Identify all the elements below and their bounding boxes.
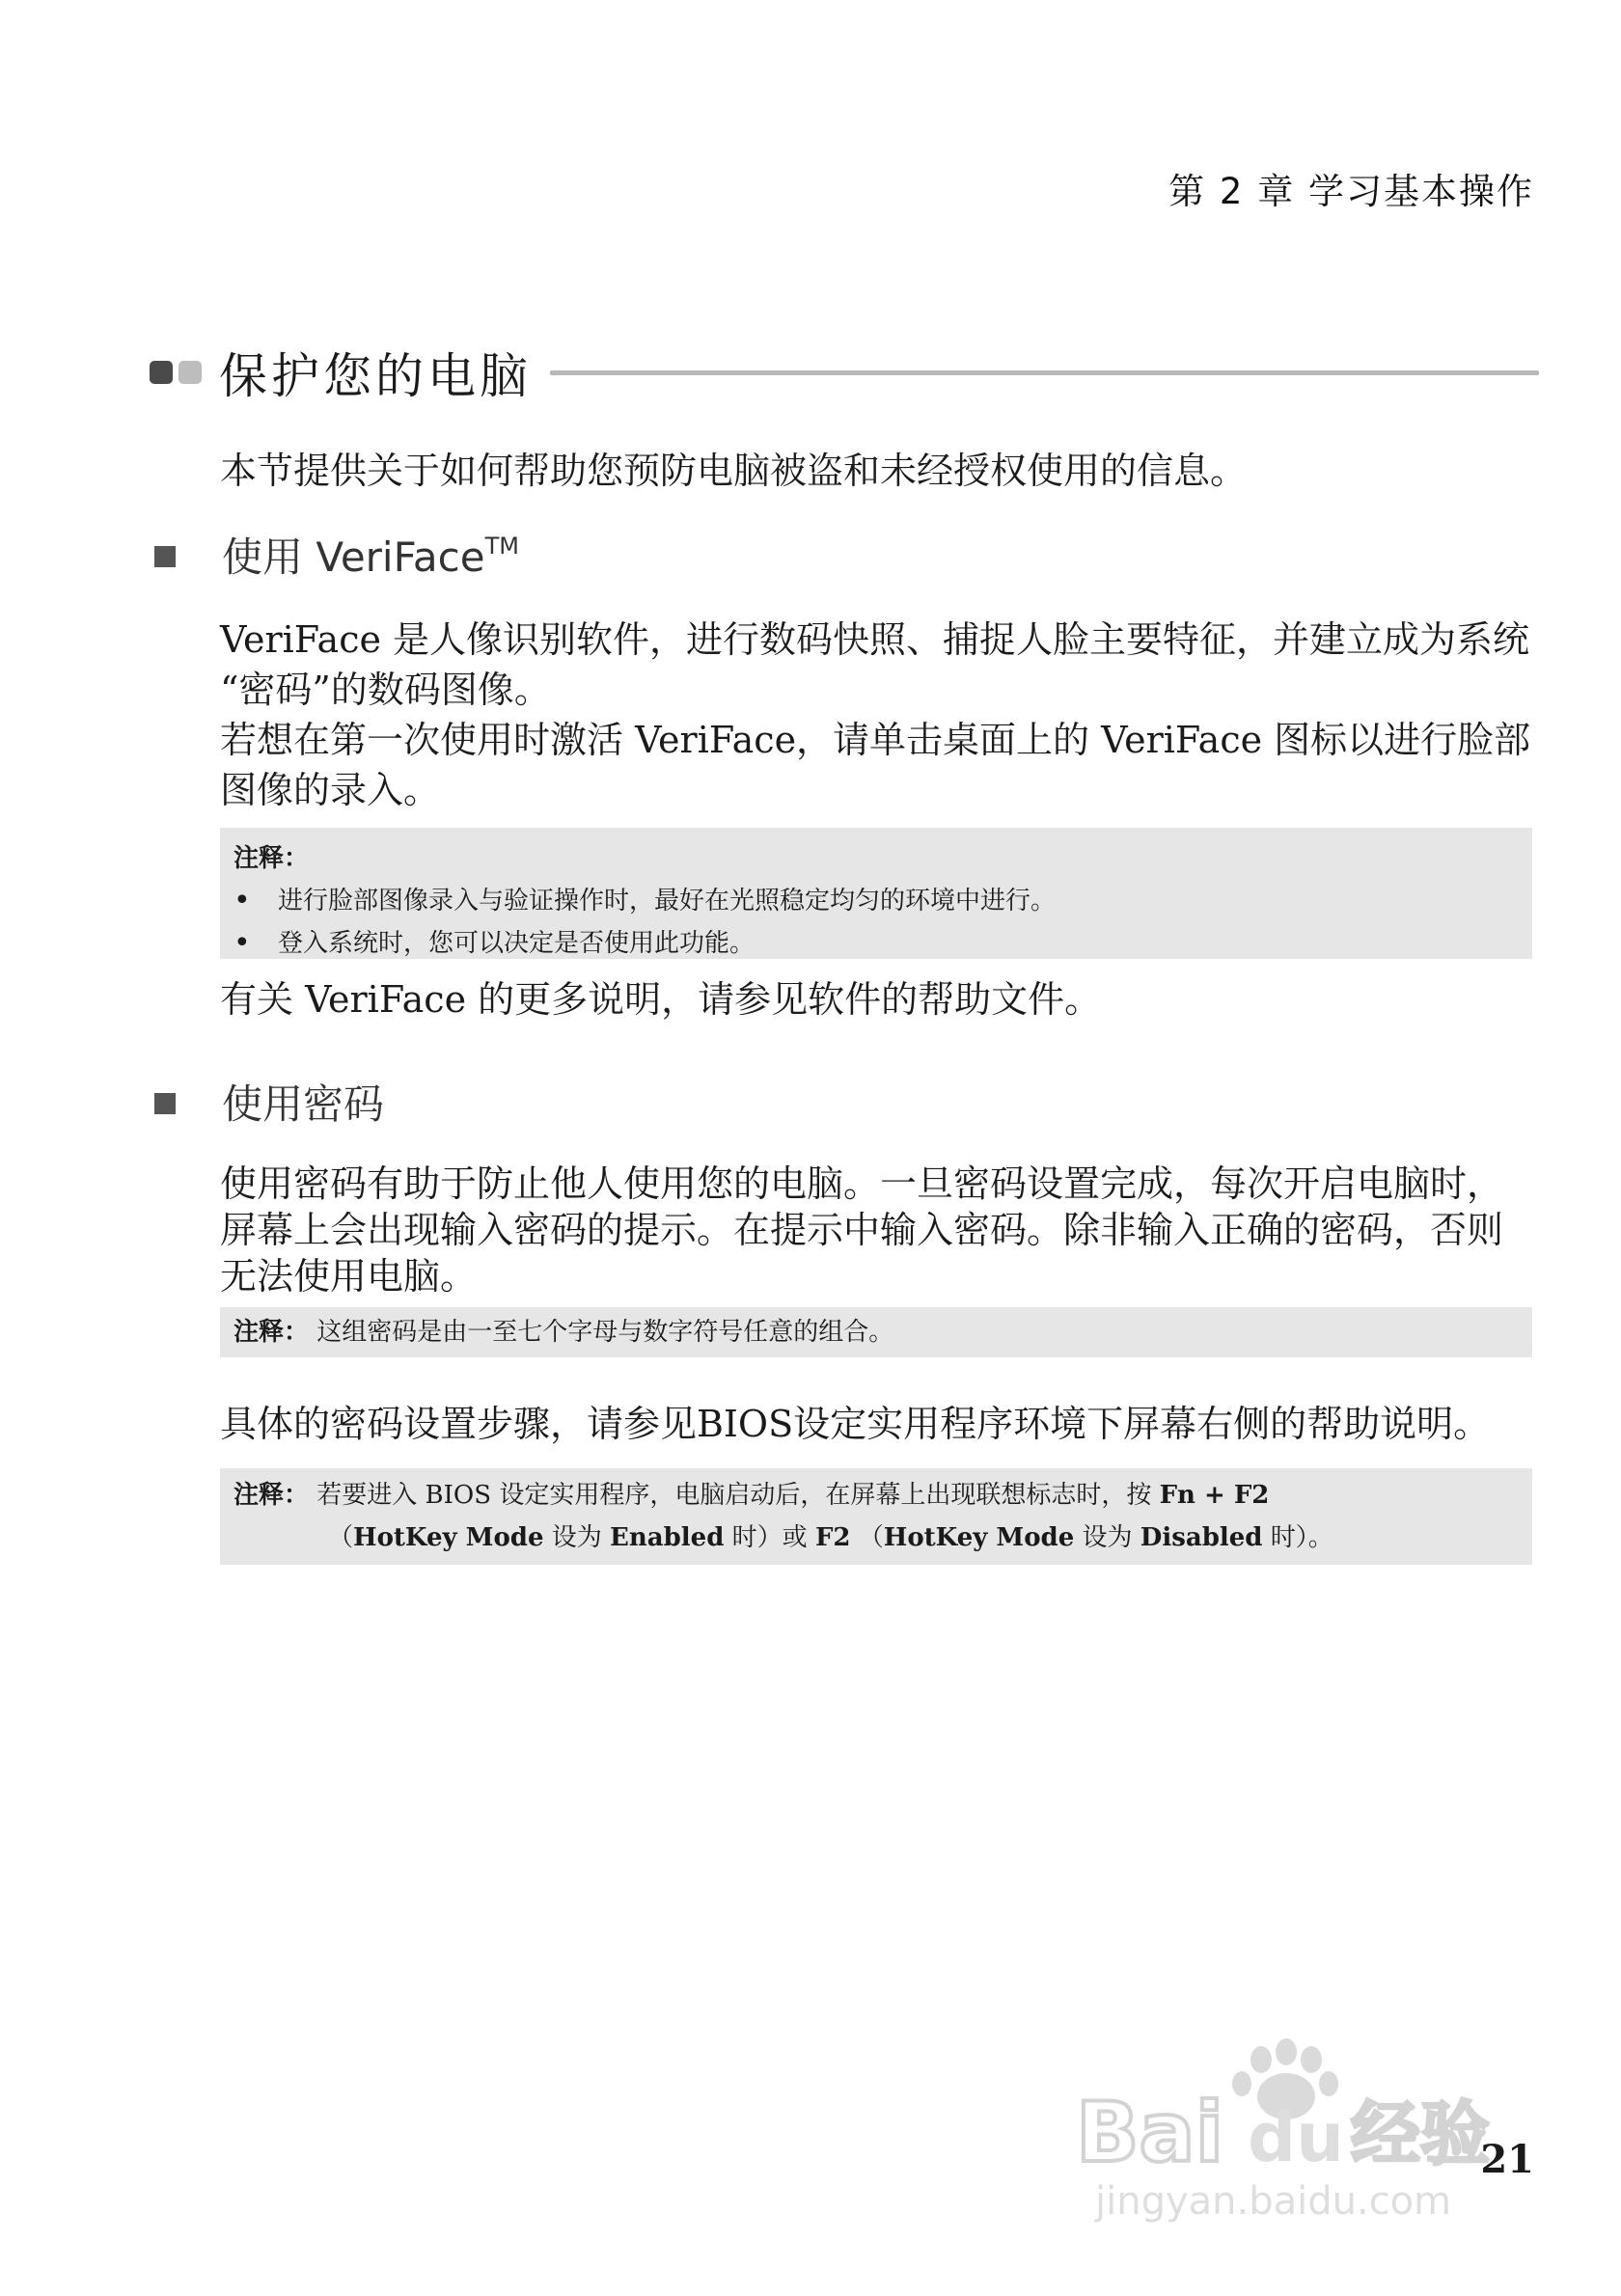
watermark-cn: 经验	[1351, 2093, 1491, 2174]
page-number: 21	[1480, 2137, 1534, 2182]
baidu-watermark	[1076, 2031, 1529, 2224]
note2-text: （	[328, 1523, 354, 1552]
note2-line2	[234, 1517, 1519, 1559]
password-para2: 具体的密码设置步骤，请参见BIOS设定实用程序环境下屏幕右侧的帮助说明。	[220, 1403, 1491, 1445]
note2-text: 设为	[543, 1523, 611, 1552]
watermark-brand: Bai	[1076, 2085, 1224, 2181]
f2-key: F2	[814, 1523, 851, 1552]
trademark-sup: TM	[484, 533, 519, 560]
watermark-url: jingyan.baidu.com	[1095, 2179, 1452, 2224]
veriface-para2: 若想在第一次使用时激活 VeriFace，请单击桌面上的 VeriFace 图标以进行脸部图像的录入。	[220, 719, 1531, 811]
password-para1: 使用密码有助于防止他人使用您的电脑。一旦密码设置完成，每次开启电脑时，屏幕上会出现输入密码的提示。在提示中输入密码。除非输入正确的密码，否则无法使用电脑。	[220, 1162, 1504, 1298]
veriface-more: 有关 VeriFace 的更多说明，请参见软件的帮助文件。	[220, 978, 1102, 1021]
note2-text: 时）或	[724, 1523, 815, 1552]
note2-text: 若要进入 BIOS 设定实用程序，电脑启动后，在屏幕上出现联想标志时，按	[316, 1481, 1160, 1510]
note-item: • 进行脸部图像录入与验证操作时，最好在光照稳定均匀的环境中进行。	[234, 880, 1519, 922]
disabled-value: Disabled	[1140, 1523, 1263, 1552]
note-label: 注释：	[234, 1318, 310, 1347]
note2-text: （	[850, 1523, 884, 1552]
note2-text: 时）。	[1262, 1523, 1333, 1552]
note2-text: 设为	[1074, 1523, 1140, 1552]
enabled-value: Enabled	[610, 1523, 725, 1552]
note-list	[234, 880, 1519, 965]
section-title: 保护您的电脑	[219, 348, 532, 404]
title-dots-icon	[150, 361, 207, 386]
veriface-heading-text: 使用 VeriFace	[222, 533, 485, 581]
section-title-row	[150, 338, 1539, 405]
key-combo: Fn + F2	[1159, 1481, 1270, 1510]
note-text: 这组密码是由一至七个字母与数字符号任意的组合。	[316, 1318, 894, 1347]
title-rule	[550, 370, 1539, 375]
veriface-note	[220, 828, 1532, 959]
note-label: 注释：	[234, 844, 310, 873]
square-bullet-icon	[154, 546, 176, 567]
password-note1	[220, 1307, 1532, 1357]
note2-line1	[234, 1474, 1519, 1517]
running-header: 第 2 章 学习基本操作	[1168, 171, 1534, 212]
note-label: 注释：	[234, 1481, 310, 1510]
hotkey-mode: HotKey Mode	[353, 1523, 544, 1552]
password-heading	[154, 1073, 384, 1131]
square-bullet-icon	[154, 1093, 176, 1114]
veriface-para1: VeriFace 是人像识别软件，进行数码快照、捕捉人脸主要特征，并建立成为系统 “密码”的数码图像。	[220, 618, 1530, 711]
note-item: • 登入系统时，您可以决定是否使用此功能。	[234, 922, 1519, 965]
hotkey-mode: HotKey Mode	[883, 1523, 1075, 1552]
veriface-heading	[154, 526, 519, 584]
watermark-brand2: du	[1248, 2098, 1344, 2177]
password-heading-text: 使用密码	[222, 1080, 385, 1128]
intro-paragraph: 本节提供关于如何帮助您预防电脑被盗和未经授权使用的信息。	[220, 450, 1248, 492]
password-note2	[220, 1468, 1532, 1565]
